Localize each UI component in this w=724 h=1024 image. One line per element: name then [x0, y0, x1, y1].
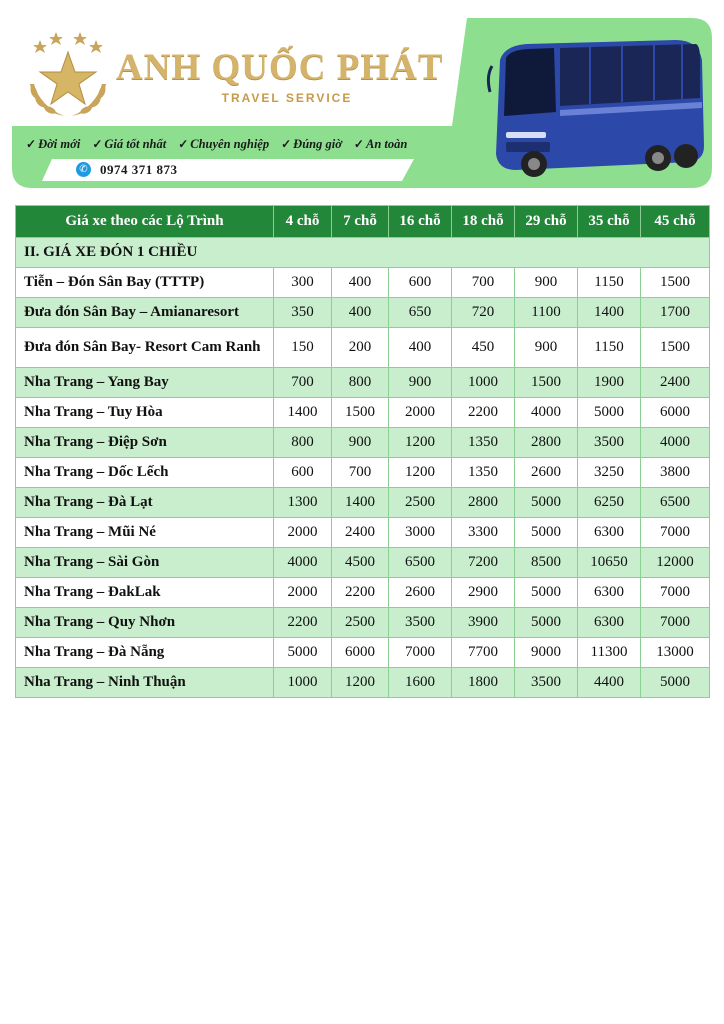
price-cell: 300	[274, 268, 332, 298]
price-cell: 2000	[274, 578, 332, 608]
table-row	[16, 638, 710, 668]
price-cell: 6500	[389, 548, 452, 578]
price-cell: 1700	[641, 298, 710, 328]
price-cell: 8500	[515, 548, 578, 578]
feature-item: ✓ Đời mới	[26, 136, 81, 151]
price-cell: 5000	[641, 668, 710, 698]
price-cell: 400	[332, 298, 389, 328]
price-cell: 2000	[389, 398, 452, 428]
table-row	[16, 368, 710, 398]
price-cell: 2800	[515, 428, 578, 458]
price-cell: 2200	[332, 578, 389, 608]
price-cell: 7000	[389, 638, 452, 668]
price-cell: 10650	[578, 548, 641, 578]
price-cell: 2500	[389, 488, 452, 518]
table-row	[16, 458, 710, 488]
brand-subtitle: TRAVEL SERVICE	[221, 91, 353, 105]
table-row	[16, 298, 710, 328]
price-cell: 1000	[274, 668, 332, 698]
price-cell: 3900	[452, 608, 515, 638]
price-cell: 1000	[452, 368, 515, 398]
route-cell: Tiễn – Đón Sân Bay (TTTP)	[16, 268, 274, 298]
price-cell: 800	[332, 368, 389, 398]
price-cell: 11300	[578, 638, 641, 668]
price-cell: 1150	[578, 268, 641, 298]
price-cell: 3800	[641, 458, 710, 488]
price-cell: 5000	[515, 608, 578, 638]
price-cell: 150	[274, 328, 332, 368]
price-cell: 650	[389, 298, 452, 328]
price-table	[15, 205, 710, 698]
price-cell: 2900	[452, 578, 515, 608]
table-row	[16, 548, 710, 578]
feature-list	[26, 136, 476, 152]
section-title: II. GIÁ XE ĐÓN 1 CHIỀU	[16, 238, 710, 268]
price-cell: 600	[389, 268, 452, 298]
price-cell: 200	[332, 328, 389, 368]
column-header: 4 chỗ	[274, 206, 332, 238]
price-cell: 1350	[452, 458, 515, 488]
column-header: 18 chỗ	[452, 206, 515, 238]
table-row	[16, 488, 710, 518]
route-cell: Nha Trang – Yang Bay	[16, 368, 274, 398]
route-cell: Nha Trang – Tuy Hòa	[16, 398, 274, 428]
price-cell: 1400	[274, 398, 332, 428]
price-cell: 1500	[332, 398, 389, 428]
brand-name: ANH QUỐC PHÁT	[116, 47, 444, 88]
price-cell: 1200	[332, 668, 389, 698]
table-row	[16, 268, 710, 298]
price-cell: 3500	[578, 428, 641, 458]
check-icon: ✓	[353, 136, 364, 151]
price-cell: 1500	[641, 328, 710, 368]
price-cell: 350	[274, 298, 332, 328]
column-header: 7 chỗ	[332, 206, 389, 238]
check-icon: ✓	[26, 136, 37, 151]
price-cell: 1400	[332, 488, 389, 518]
price-cell: 3500	[389, 608, 452, 638]
route-cell: Đưa đón Sân Bay – Amianaresort	[16, 298, 274, 328]
table-row	[16, 578, 710, 608]
price-cell: 4000	[274, 548, 332, 578]
price-cell: 9000	[515, 638, 578, 668]
price-cell: 6300	[578, 608, 641, 638]
price-cell: 900	[389, 368, 452, 398]
phone-number[interactable]: 0974 371 873	[100, 162, 178, 177]
price-cell: 3300	[452, 518, 515, 548]
price-cell: 800	[274, 428, 332, 458]
price-cell: 3250	[578, 458, 641, 488]
price-cell: 3000	[389, 518, 452, 548]
price-cell: 2600	[389, 578, 452, 608]
feature-item: ✓ Giá tốt nhất	[92, 136, 167, 151]
table-row	[16, 518, 710, 548]
price-cell: 6500	[641, 488, 710, 518]
price-cell: 6250	[578, 488, 641, 518]
route-cell: Nha Trang – ĐakLak	[16, 578, 274, 608]
price-cell: 900	[515, 328, 578, 368]
check-icon: ✓	[178, 136, 189, 151]
feature-item: ✓ An toàn	[353, 136, 408, 151]
check-icon: ✓	[281, 136, 292, 151]
price-cell: 6300	[578, 518, 641, 548]
price-cell: 2400	[641, 368, 710, 398]
section-row	[16, 238, 710, 268]
price-cell: 1900	[578, 368, 641, 398]
route-cell: Nha Trang – Sài Gòn	[16, 548, 274, 578]
route-cell: Nha Trang – Quy Nhơn	[16, 608, 274, 638]
price-cell: 2400	[332, 518, 389, 548]
price-cell: 700	[452, 268, 515, 298]
price-cell: 5000	[578, 398, 641, 428]
price-cell: 4000	[515, 398, 578, 428]
column-header: 29 chỗ	[515, 206, 578, 238]
table-row	[16, 398, 710, 428]
price-cell: 900	[515, 268, 578, 298]
star-logo-icon	[20, 26, 116, 122]
price-cell: 3500	[515, 668, 578, 698]
route-cell: Nha Trang – Đà Lạt	[16, 488, 274, 518]
price-cell: 4000	[641, 428, 710, 458]
price-cell: 720	[452, 298, 515, 328]
route-cell: Nha Trang – Dốc Lếch	[16, 458, 274, 488]
table-row	[16, 328, 710, 368]
price-cell: 900	[332, 428, 389, 458]
price-cell: 1200	[389, 428, 452, 458]
price-cell: 2500	[332, 608, 389, 638]
route-cell: Nha Trang – Điệp Sơn	[16, 428, 274, 458]
price-cell: 6000	[641, 398, 710, 428]
price-cell: 5000	[274, 638, 332, 668]
price-cell: 12000	[641, 548, 710, 578]
column-header-route: Giá xe theo các Lộ Trình	[16, 206, 274, 238]
phone-bar	[42, 159, 414, 181]
price-cell: 7000	[641, 578, 710, 608]
price-cell: 7000	[641, 608, 710, 638]
price-cell: 5000	[515, 578, 578, 608]
column-header: 45 chỗ	[641, 206, 710, 238]
table-header-row	[16, 206, 710, 238]
price-cell: 7200	[452, 548, 515, 578]
price-cell: 1600	[389, 668, 452, 698]
route-cell: Nha Trang – Mũi Né	[16, 518, 274, 548]
price-cell: 13000	[641, 638, 710, 668]
price-cell: 1300	[274, 488, 332, 518]
feature-item: ✓ Chuyên nghiệp	[178, 136, 270, 151]
price-cell: 400	[389, 328, 452, 368]
price-cell: 1100	[515, 298, 578, 328]
price-cell: 1800	[452, 668, 515, 698]
price-cell: 4400	[578, 668, 641, 698]
price-cell: 1150	[578, 328, 641, 368]
table-row	[16, 668, 710, 698]
price-cell: 450	[452, 328, 515, 368]
price-cell: 2800	[452, 488, 515, 518]
bus-image	[486, 36, 708, 184]
price-cell: 5000	[515, 488, 578, 518]
price-cell: 2600	[515, 458, 578, 488]
price-cell: 2000	[274, 518, 332, 548]
phone-icon: ✆	[76, 162, 91, 177]
price-cell: 6000	[332, 638, 389, 668]
price-cell: 2200	[452, 398, 515, 428]
table-row	[16, 608, 710, 638]
column-header: 16 chỗ	[389, 206, 452, 238]
price-cell: 600	[274, 458, 332, 488]
feature-item: ✓ Đúng giờ	[281, 136, 342, 151]
price-cell: 7700	[452, 638, 515, 668]
column-header: 35 chỗ	[578, 206, 641, 238]
price-cell: 4500	[332, 548, 389, 578]
route-cell: Đưa đón Sân Bay- Resort Cam Ranh	[16, 328, 274, 368]
price-cell: 2200	[274, 608, 332, 638]
check-icon: ✓	[92, 136, 103, 151]
price-cell: 400	[332, 268, 389, 298]
price-cell: 5000	[515, 518, 578, 548]
price-cell: 7000	[641, 518, 710, 548]
route-cell: Nha Trang – Đà Nẵng	[16, 638, 274, 668]
price-cell: 700	[332, 458, 389, 488]
price-cell: 1200	[389, 458, 452, 488]
price-cell: 1500	[515, 368, 578, 398]
price-cell: 1350	[452, 428, 515, 458]
price-cell: 1500	[641, 268, 710, 298]
price-cell: 700	[274, 368, 332, 398]
price-cell: 1400	[578, 298, 641, 328]
header-banner	[12, 18, 712, 188]
route-cell: Nha Trang – Ninh Thuận	[16, 668, 274, 698]
table-row	[16, 428, 710, 458]
price-cell: 6300	[578, 578, 641, 608]
